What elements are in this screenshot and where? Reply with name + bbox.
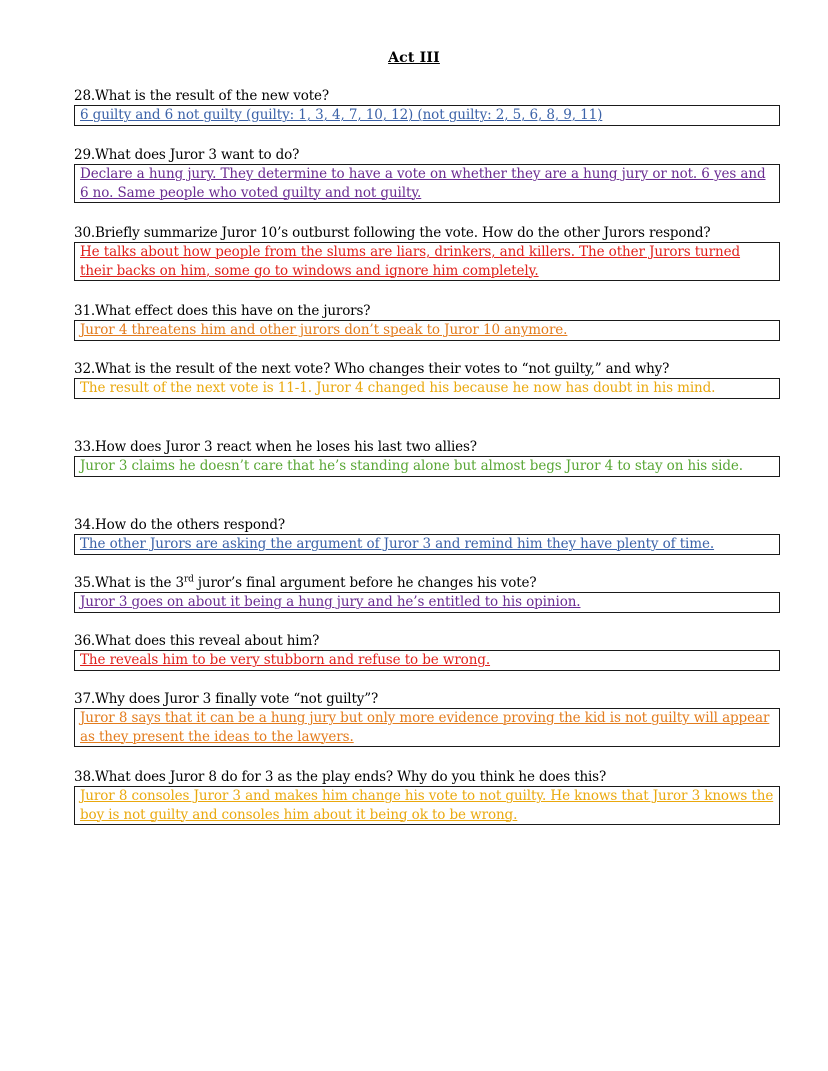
ordinal-suffix: rd bbox=[183, 574, 194, 585]
answer-text: The other Jurors are asking the argument of Juror 3 and remind him they have plenty of time. bbox=[80, 536, 715, 552]
question-prompt bbox=[74, 691, 780, 708]
question-number: 36. bbox=[74, 633, 96, 649]
question-number: 32. bbox=[74, 361, 96, 377]
question-number: 28. bbox=[74, 88, 96, 104]
question-text: What is the result of the new vote? bbox=[95, 88, 329, 104]
answer-text: Juror 8 consoles Juror 3 and makes him change his vote to not guilty. He knows that Juror 3 knows the boy is not guilty and consoles him about it being ok to be wrong. bbox=[80, 788, 774, 823]
answer-box[interactable] bbox=[74, 708, 780, 747]
answer-text: Declare a hung jury. They determine to have a vote on whether they are a hung jury or not. 6 yes and 6 no. Same people who voted guilty and not guilty. bbox=[80, 166, 766, 201]
answer-box[interactable] bbox=[74, 242, 780, 281]
question-32 bbox=[74, 361, 780, 399]
question-text-after: juror’s final argument before he changes his vote? bbox=[193, 575, 537, 591]
question-number: 33. bbox=[74, 439, 96, 455]
answer-box[interactable] bbox=[74, 164, 780, 203]
answer-box[interactable] bbox=[74, 786, 780, 825]
question-33 bbox=[74, 439, 780, 477]
question-34 bbox=[74, 517, 780, 555]
answer-box[interactable] bbox=[74, 320, 780, 341]
question-text: What does Juror 3 want to do? bbox=[95, 147, 300, 163]
question-30 bbox=[74, 225, 780, 281]
question-29 bbox=[74, 147, 780, 203]
question-prompt bbox=[74, 361, 780, 378]
question-text: How do the others respond? bbox=[95, 517, 285, 533]
question-number: 38. bbox=[74, 769, 96, 785]
answer-box[interactable] bbox=[74, 105, 780, 126]
question-prompt bbox=[74, 517, 780, 534]
question-37 bbox=[74, 691, 780, 747]
question-prompt bbox=[74, 303, 780, 320]
answer-box[interactable] bbox=[74, 456, 780, 477]
answer-text: 6 guilty and 6 not guilty (guilty: 1, 3, 4, 7, 10, 12) (not guilty: 2, 5, 6, 8, 9, 11) bbox=[80, 107, 603, 123]
question-text bbox=[95, 575, 536, 591]
answer-box[interactable] bbox=[74, 592, 780, 613]
answer-text: Juror 8 says that it can be a hung jury but only more evidence proving the kid is not guilty will appear as they present the ideas to the lawyers. bbox=[80, 710, 770, 745]
answer-text: Juror 3 claims he doesn’t care that he’s standing alone but almost begs Juror 4 to stay on his side. bbox=[80, 458, 743, 474]
question-prompt bbox=[74, 225, 780, 242]
question-text: Briefly summarize Juror 10’s outburst following the vote. How do the other Jurors respond? bbox=[95, 225, 711, 241]
question-text-before: What is the 3 bbox=[95, 575, 184, 591]
answer-text: He talks about how people from the slums are liars, drinkers, and killers. The other Jurors turned their backs on him, some go to windows and ignore him completely. bbox=[80, 244, 741, 279]
question-number: 31. bbox=[74, 303, 96, 319]
question-number: 29. bbox=[74, 147, 96, 163]
answer-text: Juror 3 goes on about it being a hung jury and he’s entitled to his opinion. bbox=[80, 594, 581, 610]
question-prompt bbox=[74, 147, 780, 164]
answer-box[interactable] bbox=[74, 650, 780, 671]
question-prompt bbox=[74, 439, 780, 456]
answer-text: The result of the next vote is 11-1. Juror 4 changed his because he now has doubt in his mind. bbox=[80, 380, 716, 396]
question-number: 37. bbox=[74, 691, 96, 707]
question-number: 30. bbox=[74, 225, 96, 241]
answer-box[interactable] bbox=[74, 534, 780, 555]
question-prompt bbox=[74, 633, 780, 650]
answer-box[interactable] bbox=[74, 378, 780, 399]
answer-text: Juror 4 threatens him and other jurors don’t speak to Juror 10 anymore. bbox=[80, 322, 568, 338]
question-35 bbox=[74, 575, 780, 613]
question-prompt bbox=[74, 769, 780, 786]
question-text: What does Juror 8 do for 3 as the play ends? Why do you think he does this? bbox=[95, 769, 607, 785]
question-38 bbox=[74, 769, 780, 825]
question-36 bbox=[74, 633, 780, 671]
page-title: Act III bbox=[388, 50, 440, 66]
question-number: 35. bbox=[74, 575, 96, 591]
answer-text: The reveals him to be very stubborn and refuse to be wrong. bbox=[80, 652, 491, 668]
question-number: 34. bbox=[74, 517, 96, 533]
question-prompt bbox=[74, 575, 780, 592]
question-text: What is the result of the next vote? Who changes their votes to “not guilty,” and why? bbox=[95, 361, 670, 377]
question-text: How does Juror 3 react when he loses his last two allies? bbox=[95, 439, 477, 455]
question-text: Why does Juror 3 finally vote “not guilty”? bbox=[95, 691, 379, 707]
question-28 bbox=[74, 88, 780, 126]
question-text: What effect does this have on the jurors? bbox=[95, 303, 371, 319]
question-text: What does this reveal about him? bbox=[95, 633, 320, 649]
question-prompt bbox=[74, 88, 780, 105]
question-31 bbox=[74, 303, 780, 341]
